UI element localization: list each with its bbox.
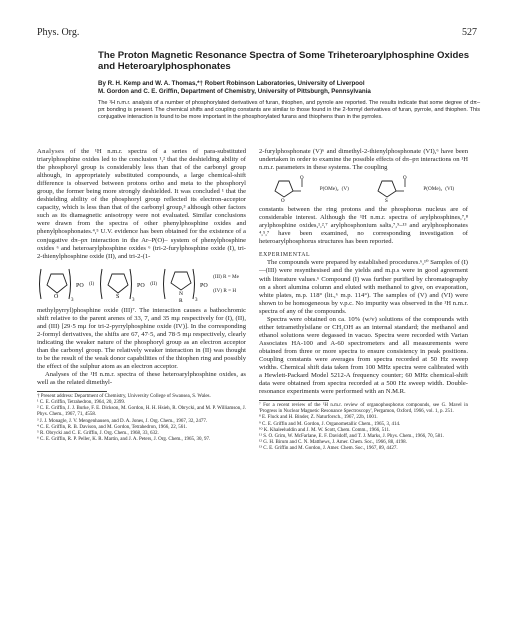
- footnote: † Present address: Department of Chemistry, University College of Swansea, S. Wales.: [37, 394, 211, 400]
- intro-paragraph: [37, 148, 246, 261]
- structure-furyl-oxide: [37, 265, 85, 303]
- svg-text:S: S: [116, 293, 120, 300]
- label-p-ome-vi: P(OMe)₂: [423, 186, 443, 193]
- footnote: ¹ C. E. Griffin, Tetrahedron, 1964, 20, 2399.: [37, 400, 126, 406]
- structure-thienyl-oxide: [98, 265, 146, 303]
- section-heading: EXPERIMENTAL: [259, 252, 311, 259]
- footnote: ¹¹ S. O. Grim, W. McFarlane, E. F. Davidoff, and T. J. Marks, J. Phys. Chem., 1966, 70, 581.: [259, 433, 444, 439]
- footnote: ⁴ C. E. Griffin, R. B. Davison, and M. Gordon, Tetrahedron, 1966, 22, 561.: [37, 424, 187, 430]
- svg-text:3: 3: [195, 297, 198, 303]
- footnote: ⁸ E. Fluck and H. Binder, Z. Naturforsch., 1967, 22b, 1001.: [259, 415, 378, 421]
- footnote: ¹³ C. E. Griffin and M. Gordon, J. Amer. Chem. Soc., 1967, 89, 4427.: [259, 445, 398, 451]
- svg-text:PO: PO: [137, 282, 145, 289]
- svg-text:O: O: [54, 293, 59, 300]
- structure-thienyl-phosphonate: [376, 175, 420, 203]
- right-column: [259, 148, 468, 452]
- abstract: The ¹H n.m.r. analysis of a number of phosphorylated derivatives of furan, thiophen, and pyrrole are reported. The results indicate that some degree of dπ–pπ bonding is present. The chemical shifts and coupling constants are similar to those found in the 2-formyl derivatives of furan, pyrrole, and thiophen. This conjugative interaction is found to be more important in the phosphorylated furans and thiophens than in the pyrroles.: [98, 100, 480, 121]
- label-iii: (III) R = Me: [213, 273, 239, 280]
- footnote: ⁵ R. Obrycki and C. E. Griffin, J. Org. Chem., 1968, 33, 632.: [37, 430, 159, 436]
- author-line-2: M. Gordon and C. E. Griffin, Department of Chemistry, University of Pittsburgh, Pennsylvania: [98, 88, 371, 95]
- svg-text:R: R: [179, 297, 183, 303]
- phosphonate-paragraph: 2-furylphosphonate (V)⁶ and dimethyl-2-thienylphosphonate (VI),⁶ have been undertaken in order to examine the possible effects of dπ–pπ interactions on ¹H n.m.r. parameters in these systems. The coupling: [259, 148, 468, 172]
- left-column: [37, 148, 246, 443]
- structure-row-v-vi: [259, 174, 468, 204]
- footnote-rule: [259, 400, 329, 401]
- footnote-rule: [37, 391, 107, 392]
- lead-word: Analyses: [37, 148, 65, 155]
- article-title: The Proton Magnetic Resonance Spectra of Some Triheteroarylphosphine Oxides and Heteroarylphosphonates: [98, 50, 470, 72]
- interaction-paragraph: methylpyrryl)phosphine oxide (III)⁷. The interaction causes a bathochromic shift relative to the parent arenes of 33, 7, and 35 mμ respectively for (I), (II), and (III) [29·5 mμ for tri-2-pyrrylphosphine oxide (IV)]. In the corresponding 2-formyl derivatives, the shifts are 67, 47·5, and 78·5 mμ respectively, clearly indicating the weaker nature of the phosphoryl group as an electron acceptor than the carbonyl group. The relatively weaker interaction in (II) was thought to be the result of the weak donor capabilities of the thiophen ring and possibly the effect of the sulphur atom as an electron acceptor.: [37, 306, 246, 370]
- right-footnotes: [259, 403, 468, 452]
- footnote: ⁶ C. E. Griffin, R. P. Peller, K. R. Martin, and J. A. Peters, J. Org. Chem., 1965, 30, 97.: [37, 436, 211, 442]
- structure-pyrryl-oxide: [161, 265, 209, 303]
- svg-text:S: S: [385, 199, 389, 204]
- label-v: (V): [341, 186, 349, 193]
- intro-text: of the ¹H n.m.r. spectra of a series of para-substituted triarylphosphine oxides led to the conclusion ¹,² that the deshielding ability of the phosphoryl group is considerably less than that of the carbonyl group although, in appropriately substituted compounds, a large chemical-shift difference is observed between protons ortho and meta to the phosphoryl group, the former being more strongly deshielded. It was concluded ¹ that the deshielding ability of the phosphoryl group reflected its electron-acceptor capacity, which is less than that of the carbonyl group,³ although other factors such as its diamagnetic anisotropy were not evaluated. Similar conclusions were drawn from the spectra of other phenylphosphine oxides and phenylphosphonates.⁴,⁵ U.V. evidence has been obtained for the existence of a conjugative dπ–pπ interaction in the Ar–P(O)– system of phenylphosphine oxides ⁶ and heteroarylphosphine oxides ⁶ (tri-2-furylphosphine oxide (I), tri-2-thienylphosphine oxide (II), and tri-2-(1-: [37, 148, 246, 260]
- svg-text:N: N: [179, 290, 184, 297]
- svg-text:3: 3: [132, 297, 135, 303]
- spectra-paragraph: Spectra were obtained on ca. 10% (w/v) solutions of the compounds with either tetramethylsilane or CH₂OH as an internal standard; the methanol and ethanol solutions were degassed in vacuo. Spectra were recorded with Varian Associates HA-100 and A-60 spectrometers and all measurements were obtained from three or more spectra to ensure consistency in peak positions. Coupling constants were averages from spectra recorded at 50 Hz sweep widths. Chemical shift data taken from 100 MHz spectra were calibrated with a Hewlett-Packard Model 5212-A frequency counter; 60 MHz chemical-shift data were obtained from spectra recorded at a 500 Hz sweep width. Double-resonance experiments were performed with an N.M.R.: [259, 315, 468, 396]
- label-iv: (IV) R = H: [213, 287, 237, 294]
- label-i: (I): [89, 280, 95, 287]
- journal-name: Phys. Org.: [37, 27, 80, 38]
- footnote: ² C. E. Griffin, J. J. Burke, F. E. Dickson, M. Gordon, H. H. Hsieh, R. Obrycki, and M. P. Williamson, J. Phys. Chem., 1967, 71, 4558.: [37, 406, 246, 418]
- svg-text:O: O: [299, 176, 304, 182]
- footnote: ⁷ For a recent review of the ¹H n.m.r. review of organophosphorus compounds, see G. Mavel in 'Progress in Nuclear Magnetic Resonance Spectroscopy', Pergamon, Oxford, 1966, vol. 1, p. 251.: [259, 403, 468, 415]
- svg-text:O: O: [403, 176, 408, 182]
- footnote: ¹⁰ K. Khaleeluddin and J. M. W. Scott, Chem. Comm., 1966, 511.: [259, 427, 391, 433]
- label-p-ome-v: P(OMe)₂: [319, 186, 339, 193]
- author-line-1: By R. H. Kemp and W. A. Thomas,*† Robert Robinson Laboratories, University of Liverpool: [98, 80, 365, 87]
- left-footnotes: [37, 394, 246, 443]
- author-block: [98, 80, 478, 96]
- footnote: ³ J. J. Monagle, J. V. Mengenhausen, and D. A. Jones, J. Org. Chem., 1967, 32, 2477.: [37, 418, 208, 424]
- label-ii: (II): [150, 280, 158, 287]
- svg-text:PO: PO: [200, 282, 208, 289]
- page-number: 527: [462, 27, 477, 38]
- svg-text:PO: PO: [76, 282, 84, 289]
- coupling-paragraph: constants between the ring protons and the phosphorus nucleus are of considerable interest. Although the ¹H n.m.r. spectra of arylphosphines,⁷,⁸ arylphosphine oxides,¹,²,⁷ arylphosphonium salts,⁷,⁹–¹³ and arylphosphonates ⁴,⁵,⁷ have been examined, no corresponding investigation of heteroarylphosphorus structures has been reported.: [259, 206, 468, 246]
- analyses-paragraph: Analyses of the ¹H n.m.r. spectra of these heteroarylphosphine oxides, as well as the related dimethyl-: [37, 371, 246, 387]
- label-vi: (VI): [445, 186, 455, 193]
- footnote: ⁹ C. E. Griffin and M. Gordon, J. Organometallic Chem., 1965, 3, 414.: [259, 421, 401, 427]
- structure-row-i-iv: [37, 264, 246, 304]
- preparation-paragraph: The compounds were prepared by established procedures.⁶,¹⁰ Samples of (I)—(III) were resynthesised and the yields and m.p.s were in good agreement with literature values.⁶ Compound (I) was further purified by chromatography on a short alumina column and eluted with methanol to give, on evaporation, white plates, m.p. 118° (lit.,⁶ m.p. 114°). The samples of (V) and (VI) were shown to be homogeneous by v.p.c. No impurity was observed in the ¹H n.m.r. spectra of any of the compounds.: [259, 259, 468, 315]
- svg-text:O: O: [280, 199, 285, 204]
- footnote: ¹² G. H. Birum and C. N. Matthews, J. Amer. Chem. Soc., 1966, 88, 4198.: [259, 439, 407, 445]
- structure-furyl-phosphonate: [273, 175, 317, 203]
- svg-text:3: 3: [71, 297, 74, 303]
